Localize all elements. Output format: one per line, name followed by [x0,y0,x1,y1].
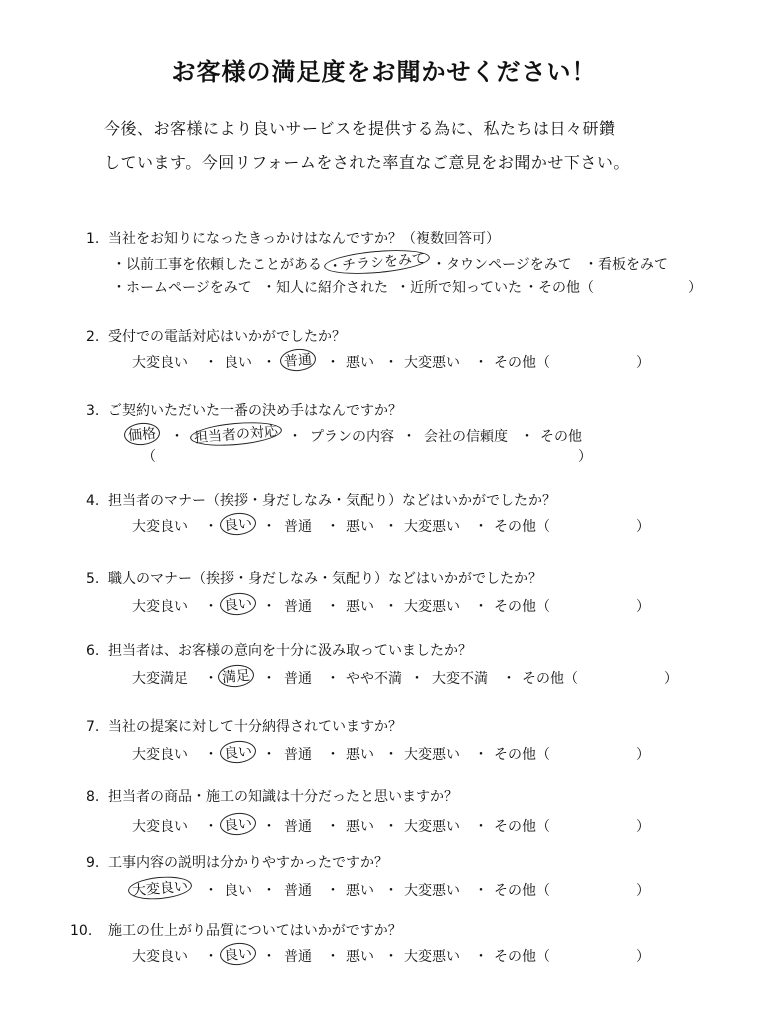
option-good [224,596,252,613]
question-3 [86,400,402,420]
question-number: 9. [86,855,100,871]
separator: ・ [262,883,276,899]
option-other: ・その他（ [524,280,594,296]
close-paren: ） [636,599,650,615]
selected-circle: 良い [219,941,257,966]
question-number: 7. [86,719,100,735]
question-5 [86,568,542,588]
separator: ・ [402,429,416,445]
option-signboard: ・看板をみて [584,257,668,273]
option-other: その他（ [494,949,550,965]
separator: ・ [384,747,398,763]
selected-circle: 担当者の対応 [189,419,283,449]
option-normal: 普通 [284,949,312,965]
separator: ・ [384,355,398,371]
close-paren: ） [636,819,650,835]
separator: ・ [204,747,218,763]
separator: ・ [326,599,340,615]
selected-circle: 大変良い [127,874,193,901]
close-paren: ） [578,449,592,465]
question-text: ご契約いただいた一番の決め手はなんですか？ [108,403,402,419]
option-good: 良い [224,883,252,899]
option-referral: ・知人に紹介された [262,280,388,296]
question-number: 2. [86,329,100,345]
selected-circle: 良い [219,811,257,836]
option-very-bad: 大変悪い [404,949,460,965]
separator: ・ [262,819,276,835]
option-very-satisfied: 大変満足 [132,671,188,687]
open-paren: （ [142,449,156,465]
question-number: 5. [86,571,100,587]
separator: ・ [262,949,276,965]
option-bad: 悪い [346,599,374,615]
option-bad: 悪い [346,747,374,763]
separator: ・ [326,883,340,899]
option-very-good [131,878,189,900]
separator: ・ [384,819,398,835]
option-normal [284,352,312,369]
separator: ・ [262,519,276,535]
option-good: 良い [224,355,252,371]
option-other: その他（ [494,747,550,763]
separator: ・ [474,599,488,615]
option-good [224,816,252,833]
option-other: その他（ [494,599,550,615]
option-bad: 悪い [346,819,374,835]
separator: ・ [474,819,488,835]
separator: ・ [474,355,488,371]
option-bad: 悪い [346,519,374,535]
option-homepage: ・ホームページをみて [112,280,252,296]
separator: ・ [410,671,424,687]
separator: ・ [520,429,534,445]
close-paren: ） [664,671,678,687]
separator: ・ [474,747,488,763]
question-text: 当社をお知りになったきっかけはなんですか？（複数回答可） [108,231,500,247]
question-text: 受付での電話対応はいかがでしたか？ [108,329,346,345]
option-bad: 悪い [346,883,374,899]
option-staff-response [193,423,279,447]
option-normal: 普通 [284,599,312,615]
separator: ・ [384,519,398,535]
separator: ・ [326,949,340,965]
question-number: 3. [86,403,100,419]
option-normal: 普通 [284,519,312,535]
option-plan-content: プランの内容 [310,429,394,445]
separator: ・ [474,883,488,899]
separator: ・ [204,519,218,535]
separator: ・ [204,819,218,835]
question-4 [86,490,556,510]
option-very-good: 大変良い [132,949,188,965]
separator: ・ [384,599,398,615]
close-paren: ） [636,519,650,535]
question-text: 担当者のマナー（挨拶・身だしなみ・気配り）などはいかがでしたか？ [108,493,556,509]
question-text: 職人のマナー（挨拶・身だしなみ・気配り）などはいかがでしたか？ [108,571,542,587]
option-very-bad: 大変悪い [404,599,460,615]
separator: ・ [262,747,276,763]
close-paren: ） [636,883,650,899]
option-very-good: 大変良い [132,819,188,835]
close-paren: ） [636,949,650,965]
option-good [224,946,252,963]
option-bad: 悪い [346,355,374,371]
question-2 [86,326,346,346]
option-good [224,744,252,761]
option-bad: 悪い [346,949,374,965]
option-very-good: 大変良い [132,599,188,615]
option-other: その他（ [494,883,550,899]
option-very-good: 大変良い [132,355,188,371]
option-other: その他 [540,429,582,445]
selected-circle: 良い [219,739,257,764]
separator: ・ [326,671,340,687]
separator: ・ [474,519,488,535]
selected-circle: 普通 [279,347,317,372]
question-text: 担当者の商品・施工の知識は十分だったと思いますか？ [108,789,458,805]
selected-circle: 良い [219,511,257,536]
close-paren: ） [636,747,650,763]
question-number: 10. [70,923,93,939]
option-previous-work: ・以前工事を依頼したことがある [112,257,322,273]
question-text: 工事内容の説明は分かりやすかったですか？ [108,855,388,871]
separator: ・ [384,949,398,965]
selected-circle: 満足 [217,663,255,688]
close-paren: ） [636,355,650,371]
option-satisfied [222,668,250,685]
question-8 [86,786,458,806]
separator: ・ [326,819,340,835]
option-very-bad: 大変悪い [404,883,460,899]
separator: ・ [204,355,218,371]
option-flyer [327,250,427,276]
option-price [128,426,156,443]
separator: ・ [204,883,218,899]
intro-line-1: 今後、お客様により良いサービスを提供する為に、私たちは日々研鑽 [104,119,616,138]
question-7 [86,716,402,736]
option-other: その他（ [522,671,578,687]
option-normal: 普通 [284,819,312,835]
separator: ・ [326,355,340,371]
question-10 [70,920,402,940]
separator: ・ [474,949,488,965]
question-text: 施工の仕上がり品質についてはいかがですか？ [108,923,402,939]
separator: ・ [170,429,184,445]
option-very-bad: 大変悪い [404,747,460,763]
option-very-bad: 大変悪い [404,355,460,371]
option-good [224,516,252,533]
question-text: 担当者は、お客様の意向を十分に汲み取っていましたか？ [108,643,472,659]
option-very-bad: 大変悪い [404,519,460,535]
option-town-page: ・タウンページをみて [432,257,572,273]
option-very-dissatisfied: 大変不満 [432,671,488,687]
option-other: その他（ [494,355,550,371]
question-number: 6. [86,643,100,659]
option-very-bad: 大変悪い [404,819,460,835]
question-number: 8. [86,789,100,805]
question-1 [86,228,500,248]
separator: ・ [262,355,276,371]
separator: ・ [262,599,276,615]
separator: ・ [288,429,302,445]
separator: ・ [326,747,340,763]
option-very-good: 大変良い [132,747,188,763]
question-number: 4. [86,493,100,509]
option-very-good: 大変良い [132,519,188,535]
option-normal: 普通 [284,747,312,763]
separator: ・ [204,949,218,965]
selected-circle: 価格 [123,421,161,446]
option-normal: 普通 [284,883,312,899]
selected-circle: 良い [219,591,257,616]
option-normal: 普通 [284,671,312,687]
option-other: その他（ [494,819,550,835]
separator: ・ [384,883,398,899]
separator: ・ [204,599,218,615]
separator: ・ [204,671,218,687]
separator: ・ [326,519,340,535]
intro-line-2: しています。今回リフォームをされた率直なご意見をお聞かせ下さい。 [104,153,630,172]
question-text: 当社の提案に対して十分納得されていますか？ [108,719,402,735]
separator: ・ [262,671,276,687]
separator: ・ [502,671,516,687]
option-somewhat-dissatisfied: やや不満 [346,671,402,687]
question-number: 1. [86,231,100,247]
option-other: その他（ [494,519,550,535]
close-paren: ） [688,280,702,296]
option-neighborhood: ・近所で知っていた [396,280,522,296]
option-company-trust: 会社の信頼度 [424,429,508,445]
survey-title: お客様の満足度をお聞かせください！ [171,58,597,86]
question-6 [86,640,472,660]
selected-circle: ・チラシをみて [323,246,431,277]
question-9 [86,852,388,872]
